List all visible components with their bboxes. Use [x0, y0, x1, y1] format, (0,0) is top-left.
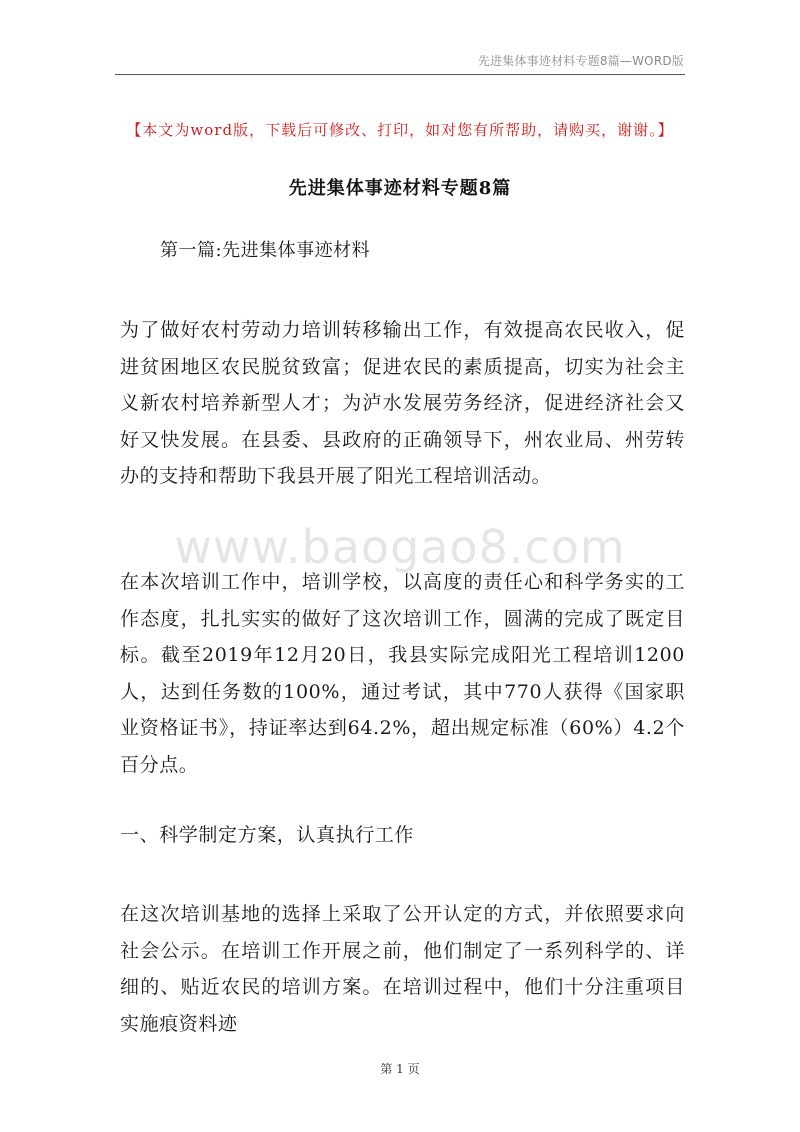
subsection-heading: 一、科学制定方案，认真执行工作	[120, 824, 415, 846]
body-paragraph-2: 在本次培训工作中，培训学校，以高度的责任心和科学务实的工作态度，扎扎实实的做好了这次培训工作，圆满的完成了既定目标。截至2019年12月20日，我县实际完成阳光工程培训1200人，达到任务数的100%，通过考试，其中770人获得《国家职业资格证书》，持证率达到64.2%，超出规定标准（60%）4.2个百分点。	[120, 571, 685, 776]
section-heading: 第一篇:先进集体事迹材料	[160, 240, 371, 261]
header-divider	[115, 74, 685, 75]
purchase-notice: 【本文为word版，下载后可修改、打印，如对您有所帮助，请购买，谢谢。】	[126, 121, 674, 139]
body-paragraph-1: 为了做好农村劳动力培训转移输出工作，有效提高农民收入，促进贫困地区农民脱贫致富；促进农民的素质提高，切实为社会主义新农村培养新型人才；为泸水发展劳务经济，促进经济社会又好又快发展。在县委、县政府的正确领导下，州农业局、州劳转办的支持和帮助下我县开展了阳光工程培训活动。	[120, 319, 685, 487]
body-paragraph-3: 在这次培训基地的选择上采取了公开认定的方式，并依照要求向社会公示。在培训工作开展之前，他们制定了一系列科学的、详细的、贴近农民的培训方案。在培训过程中，他们十分注重项目实施痕资料迹	[120, 903, 685, 1035]
page-number: 第 1 页	[380, 1062, 420, 1076]
site-watermark: www.baogao8.com	[174, 520, 626, 574]
running-header: 先进集体事迹材料专题8篇—WORD版	[477, 54, 684, 68]
document-title: 先进集体事迹材料专题8篇	[288, 178, 512, 199]
